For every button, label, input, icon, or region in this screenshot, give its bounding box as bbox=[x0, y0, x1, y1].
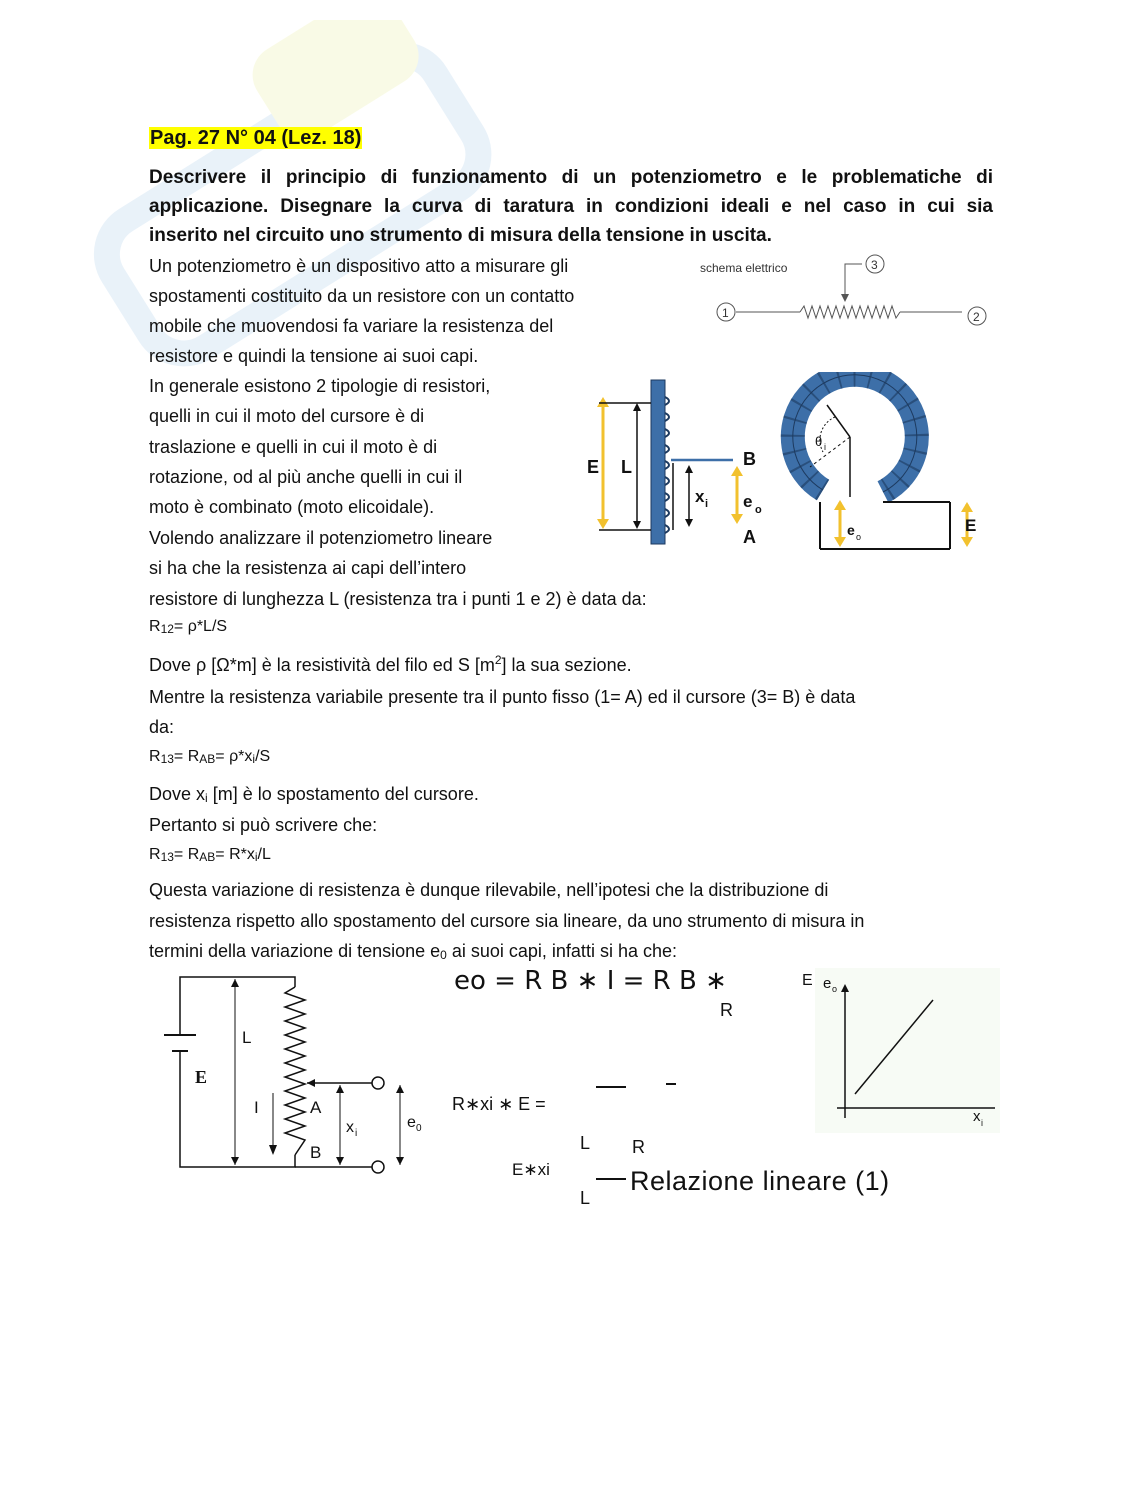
svg-text:o: o bbox=[832, 984, 838, 994]
question-line: Descrivere il principio di funzionamento di un potenziometro e le problematiche di bbox=[149, 167, 993, 188]
svg-text:E: E bbox=[587, 457, 600, 477]
question-line: inserito nel circuito uno strumento di misura della tensione in uscita. bbox=[149, 225, 772, 246]
svg-text:e: e bbox=[407, 1114, 416, 1131]
body-line: resistore e quindi la tensione ai suoi capi. bbox=[149, 346, 479, 366]
equation-R: R bbox=[632, 1137, 645, 1157]
rotary-potentiometer-diagram bbox=[775, 372, 990, 557]
question-line: applicazione. Disegnare la curva di taratura in condizioni ideali e nel caso in cui sia bbox=[149, 196, 993, 217]
body-line: resistore di lunghezza L (resistenza tra i punti 1 e 2) è data da: bbox=[149, 589, 647, 609]
body-line: In generale esistono 2 tipologie di resistori, bbox=[149, 376, 491, 396]
equation-E-sup: E bbox=[802, 972, 813, 989]
calibration-graph bbox=[815, 968, 1000, 1133]
equation-line-2: R∗xi ∗ E = bbox=[452, 1094, 546, 1114]
svg-text:i: i bbox=[824, 442, 826, 452]
svg-text:i: i bbox=[981, 1118, 983, 1128]
body-line: traslazione e quelli in cui il moto è di bbox=[149, 437, 438, 457]
body-line: si ha che la resistenza ai capi dell’intero bbox=[149, 558, 467, 578]
svg-text:L: L bbox=[242, 1028, 252, 1047]
body-line: resistenza rispetto allo spostamento del cursore sia lineare, da uno strumento di misura in bbox=[149, 911, 865, 931]
body-line: mobile che muovendosi fa variare la resistenza del bbox=[149, 316, 554, 336]
body-line: spostamenti costituito da un resistore con un contatto bbox=[149, 286, 575, 306]
body-line: moto è combinato (moto elicoidale). bbox=[149, 497, 435, 517]
svg-text:x: x bbox=[346, 1119, 354, 1136]
formula-r13a: $R_{13}= R_{AB}= \rho*x_i/S$ bbox=[149, 748, 271, 766]
svg-text:1: 1 bbox=[722, 306, 729, 320]
svg-text:A: A bbox=[310, 1098, 322, 1117]
svg-text:o: o bbox=[755, 504, 762, 516]
equation-exi: E∗xi bbox=[512, 1160, 550, 1179]
question-block bbox=[149, 163, 993, 250]
equation-L: L bbox=[580, 1133, 591, 1153]
svg-text:I: I bbox=[254, 1098, 259, 1117]
svg-text:x: x bbox=[695, 487, 705, 506]
body-line: Un potenziometro è un dispositivo atto a misurare gli bbox=[149, 256, 569, 276]
formula-r12: $R_{12}= \rho*L/S$ bbox=[149, 618, 228, 636]
svg-text:e: e bbox=[823, 975, 832, 992]
body-line: da: bbox=[149, 717, 175, 737]
svg-text:θ: θ bbox=[815, 434, 823, 449]
fraction-bar bbox=[596, 1086, 626, 1088]
formula-r13b: $R_{13}= R_{AB}= R*x_i/L$ bbox=[149, 846, 271, 864]
page-title bbox=[149, 127, 362, 150]
body-line: Mentre la resistenza variabile presente tra il punto fisso (1= A) ed il cursore (3= B) è data bbox=[149, 687, 856, 707]
fraction-bar bbox=[596, 1178, 626, 1180]
svg-text:x: x bbox=[973, 1108, 981, 1125]
body-line: quelli in cui il moto del cursore è di bbox=[149, 406, 425, 426]
body-line: Questa variazione di resistenza è dunque rilevabile, nell’ipotesi che la distribuzione di bbox=[149, 880, 829, 900]
svg-text:3: 3 bbox=[871, 258, 878, 272]
svg-text:B: B bbox=[743, 449, 756, 469]
body-line: Volendo analizzare il potenziometro lineare bbox=[149, 528, 493, 548]
svg-text:o: o bbox=[856, 532, 862, 542]
linear-potentiometer-diagram bbox=[585, 375, 785, 555]
svg-text:E: E bbox=[965, 516, 977, 535]
svg-text:A: A bbox=[743, 527, 756, 547]
svg-text:e: e bbox=[743, 492, 753, 511]
equation-line-1: eo = R B ∗ I = R B ∗ bbox=[454, 966, 727, 996]
potentiometer-circuit-diagram bbox=[150, 965, 440, 1180]
formula-dove-xi: Dove $x_i$ [m] è lo spostamento del cursore. bbox=[149, 784, 479, 805]
relazione-lineare: Relazione lineare (1) bbox=[630, 1166, 890, 1196]
fraction-bar bbox=[666, 1083, 676, 1085]
svg-text:e: e bbox=[847, 522, 855, 538]
body-line: termini della variazione di tensione $e_0$ ai suoi capi, infatti si ha che: bbox=[149, 941, 677, 962]
svg-text:E: E bbox=[195, 1067, 208, 1087]
svg-text:0: 0 bbox=[416, 1123, 422, 1134]
schema-caption: schema elettrico bbox=[700, 261, 788, 275]
svg-text:i: i bbox=[355, 1128, 358, 1139]
formula-dove-rho: Dove ρ [Ω*m] è la resistività del filo ed S $[m^2]$ la sua sezione. bbox=[149, 653, 632, 675]
body-line: rotazione, od al più anche quelli in cui il bbox=[149, 467, 463, 487]
svg-text:L: L bbox=[621, 457, 632, 477]
schema-elettrico-diagram bbox=[690, 250, 1000, 335]
svg-text:2: 2 bbox=[973, 310, 980, 324]
equation-R-low: R bbox=[720, 1000, 733, 1020]
svg-text:i: i bbox=[705, 498, 709, 510]
svg-text:B: B bbox=[310, 1143, 322, 1162]
body-line: Pertanto si può scrivere che: bbox=[149, 815, 378, 835]
equation-L: L bbox=[580, 1188, 591, 1208]
title-highlight: Pag. 27 N° 04 (Lez. 18) bbox=[150, 127, 362, 149]
